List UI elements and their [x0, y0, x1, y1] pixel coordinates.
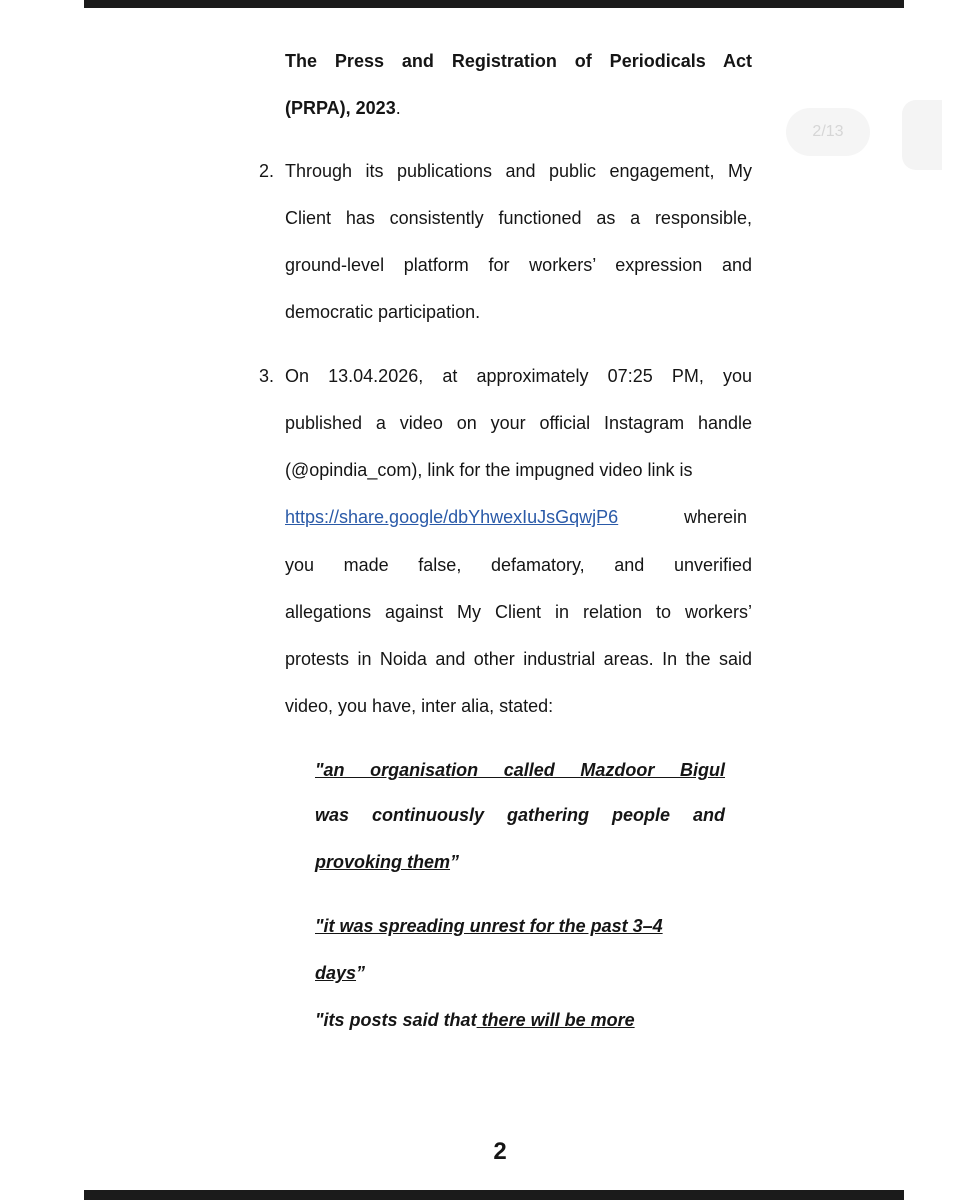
- para-2-line: Client has consistently functioned as a responsible,: [285, 208, 752, 228]
- quote-3-underlined: there will be more: [476, 1010, 635, 1030]
- page-number: 2: [493, 1138, 507, 1165]
- quote-3-start: "its posts said that: [315, 1010, 477, 1030]
- heading-act-year: (PRPA), 2023: [285, 98, 396, 118]
- para-3-line: video, you have, inter alia, stated:: [285, 696, 554, 716]
- heading-line-2: [285, 96, 401, 120]
- para-3-line: published a video on your official Instagram handle: [285, 413, 752, 433]
- heading-period: .: [395, 98, 401, 118]
- quote-1-line-2: was continuously gathering people and: [315, 805, 725, 825]
- page-indicator-badge: 2/13: [786, 108, 870, 156]
- para-3-line: allegations against My Client in relation to workers’: [285, 602, 752, 622]
- para-2-line: ground-level platform for workers’ expression and: [285, 255, 752, 275]
- para-2-number: 2.: [259, 161, 275, 181]
- quote-2-line-2: [315, 961, 365, 985]
- quote-2-line-1: "it was spreading unrest for the past 3–4: [315, 916, 663, 936]
- quote-1-underlined: provoking them: [315, 852, 451, 872]
- para-3-line: you made false, defamatory, and unverified: [285, 555, 752, 575]
- quote-3-line-1: [315, 1008, 635, 1032]
- para-3-number: 3.: [259, 366, 275, 386]
- bottom-border: [84, 1190, 904, 1200]
- para-3-wherein: wherein: [684, 507, 748, 527]
- para-3-line: On 13.04.2026, at approximately 07:25 PM, you: [285, 366, 752, 386]
- para-3-line: protests in Noida and other industrial areas. In the said: [285, 649, 752, 669]
- para-2-line: Through its publications and public engagement, My: [285, 161, 752, 181]
- quote-1-close: ”: [450, 852, 460, 872]
- quote-1-line-1: "an organisation called Mazdoor Bigul: [315, 760, 725, 780]
- video-link[interactable]: https://share.google/dbYhwexIuJsGqwjP6: [285, 507, 619, 527]
- para-2-line: democratic participation.: [285, 302, 481, 322]
- quote-2-underlined: days: [315, 963, 357, 983]
- para-3-line: (@opindia_com), link for the impugned video link is: [285, 460, 693, 480]
- heading-line-1: The Press and Registration of Periodicals Act: [285, 51, 752, 71]
- quote-1-line-3: [315, 850, 459, 874]
- quote-2-close: ”: [356, 963, 366, 983]
